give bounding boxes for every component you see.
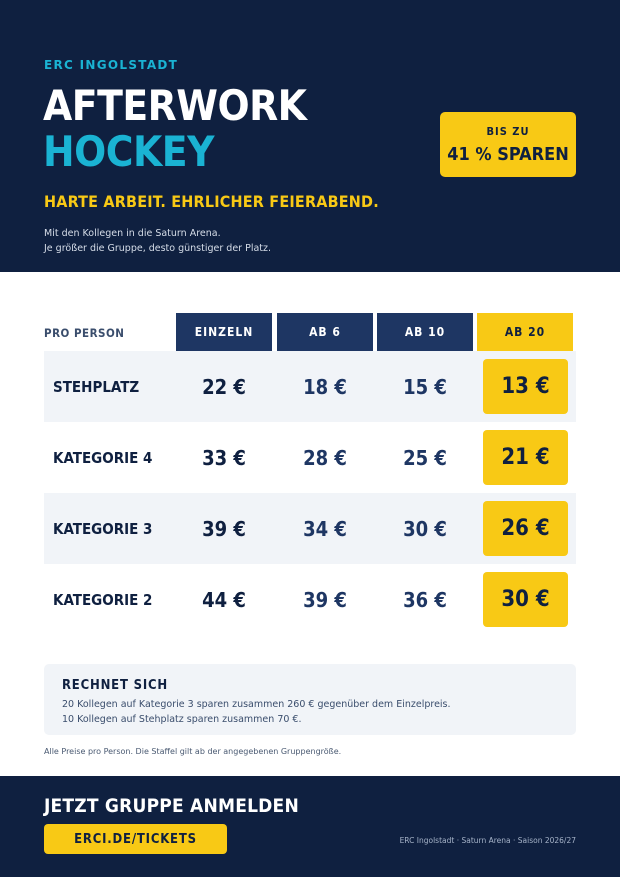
savings-badge-big: 41 % SPAREN bbox=[447, 144, 569, 165]
row-label: KATEGORIE 4 bbox=[53, 448, 153, 467]
intro-line-1: Mit den Kollegen in die Saturn Arena. bbox=[44, 228, 221, 239]
price-cell: 22 € bbox=[202, 374, 246, 399]
header-banner bbox=[0, 0, 620, 272]
price-cell: 25 € bbox=[403, 445, 447, 470]
title-line-1: AFTERWORK bbox=[43, 81, 307, 130]
footer-banner bbox=[0, 776, 620, 877]
price-cell: 33 € bbox=[202, 445, 246, 470]
price-cell-highlight: 21 € bbox=[483, 430, 568, 485]
savings-badge bbox=[440, 112, 576, 177]
price-cell: 36 € bbox=[403, 587, 447, 612]
footnote: Alle Preise pro Person. Die Staffel gilt ab der angegebenen Gruppengröße. bbox=[44, 747, 342, 756]
column-header-ab-6: AB 6 bbox=[277, 313, 373, 351]
price-cell: 15 € bbox=[403, 374, 447, 399]
table-corner-label: PRO PERSON bbox=[44, 326, 125, 340]
title-line-2: HOCKEY bbox=[43, 127, 214, 176]
row-label: STEHPLATZ bbox=[53, 377, 140, 396]
column-header-ab-20: AB 20 bbox=[477, 313, 573, 351]
table-row-kategorie-4 bbox=[44, 422, 576, 493]
savings-calculation-box bbox=[44, 664, 576, 735]
tickets-link-button[interactable]: ERCI.DE/TICKETS bbox=[44, 824, 227, 854]
column-header-ab-10: AB 10 bbox=[377, 313, 473, 351]
cta-heading: JETZT GRUPPE ANMELDEN bbox=[44, 795, 299, 817]
price-cell: 39 € bbox=[202, 516, 246, 541]
price-cell: 39 € bbox=[303, 587, 347, 612]
table-row-kategorie-3 bbox=[44, 493, 576, 564]
calc-line-1: 20 Kollegen auf Kategorie 3 sparen zusammen 260 € gegenüber dem Einzelpreis. bbox=[62, 699, 451, 710]
table-row-stehplatz bbox=[44, 351, 576, 422]
intro-line-2: Je größer die Gruppe, desto günstiger der Platz. bbox=[44, 243, 272, 254]
price-cell: 44 € bbox=[202, 587, 246, 612]
calc-title: RECHNET SICH bbox=[62, 678, 168, 693]
price-cell: 18 € bbox=[303, 374, 347, 399]
tagline: HARTE ARBEIT. EHRLICHER FEIERABEND. bbox=[44, 192, 379, 211]
price-cell-highlight: 30 € bbox=[483, 572, 568, 627]
table-row-kategorie-2 bbox=[44, 564, 576, 635]
price-cell: 30 € bbox=[403, 516, 447, 541]
footer-meta: ERC Ingolstadt · Saturn Arena · Saison 2026/27 bbox=[399, 836, 576, 845]
price-cell: 28 € bbox=[303, 445, 347, 470]
row-label: KATEGORIE 2 bbox=[53, 590, 153, 609]
savings-badge-small: BIS ZU bbox=[486, 125, 530, 138]
club-name: ERC INGOLSTADT bbox=[44, 58, 179, 72]
column-header-einzeln: EINZELN bbox=[176, 313, 272, 351]
price-cell-highlight: 26 € bbox=[483, 501, 568, 556]
row-label: KATEGORIE 3 bbox=[53, 519, 153, 538]
intro-text bbox=[44, 226, 271, 256]
price-cell-highlight: 13 € bbox=[483, 359, 568, 414]
price-cell: 34 € bbox=[303, 516, 347, 541]
calc-line-2: 10 Kollegen auf Stehplatz sparen zusammen 70 €. bbox=[62, 714, 302, 725]
